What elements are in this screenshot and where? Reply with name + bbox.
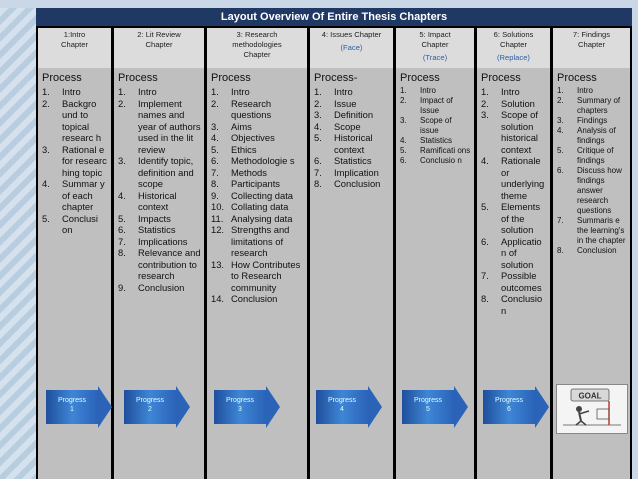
list-item-text: Scope of solution historical context: [501, 109, 539, 155]
list-item: 3. Aims: [211, 120, 252, 132]
list-item: 11. Analysing data: [211, 212, 293, 224]
process-list: [118, 86, 202, 293]
list-item-text: Analysis of findings: [577, 126, 616, 145]
list-item-text: Definition: [334, 109, 374, 120]
process-label: Process: [42, 72, 82, 84]
list-item-text: Intro: [334, 86, 353, 97]
list-item-text: Summary of chapters: [577, 96, 621, 115]
progress-label: Progress: [413, 397, 442, 404]
list-item-text: Analysing data: [231, 212, 293, 224]
background-pattern: [0, 0, 36, 479]
process-list: [557, 86, 628, 256]
list-item-text: Summar y of each chapter: [62, 178, 105, 212]
progress-arrow-5: [402, 390, 454, 424]
list-item-text: Conclusio n: [501, 293, 543, 316]
list-item: 8. Conclusion: [314, 178, 381, 189]
progress-label: 3: [238, 406, 242, 413]
process-list: [314, 86, 391, 190]
list-item: 7. Implication: [314, 166, 379, 178]
list-item: 1. Intro: [400, 86, 437, 95]
list-item: 2. Impact of Issue: [400, 96, 453, 115]
progress-label: Progress: [494, 397, 523, 404]
list-item-text: Findings: [577, 116, 608, 125]
list-item: 1. Intro: [557, 86, 594, 95]
progress-arrow-4: [316, 390, 368, 424]
list-item: 7. Possible outcomes: [481, 270, 542, 293]
list-item-text: Methods: [231, 166, 267, 178]
process-label: Process: [557, 72, 597, 84]
list-item: 3. Identify topic, definition and scope: [118, 155, 194, 189]
chapter-header: [38, 28, 111, 68]
chapter-header-line: 6: Solutions: [493, 30, 534, 39]
list-item-text: Research questions: [231, 97, 272, 120]
list-item-text: Impacts: [138, 212, 171, 224]
list-item-text: Intro: [501, 86, 520, 97]
list-item-text: Implement names and year of authors used in the lit review: [138, 97, 201, 155]
process-label: Process: [211, 72, 251, 84]
list-item: 1. Intro: [314, 86, 353, 97]
list-item: 12. Strengths and limitations of research: [211, 224, 290, 258]
chapter-tag: (Replace): [497, 53, 530, 62]
list-item-text: Conclusio n: [420, 156, 462, 165]
list-item-text: Collecting data: [231, 189, 294, 201]
list-item-text: Historical context: [138, 189, 177, 212]
list-item: 3. Findings: [557, 116, 608, 125]
goal-logo-text: GOAL: [578, 391, 602, 401]
list-item: 6. Discuss how findings answer research questions: [557, 166, 622, 215]
list-item-text: Rational e for researc hing topic: [62, 143, 107, 178]
list-item: 10. Collating data: [211, 201, 289, 212]
list-item: 3. Definition: [314, 109, 374, 120]
list-item: 1. Intro: [211, 86, 250, 97]
progress-label: 6: [507, 406, 511, 413]
chapter-header-line: Chapter: [145, 40, 173, 49]
chapter-header-line: 2: Lit Review: [137, 30, 181, 39]
list-item-text: Backgro und to topical researc h: [62, 97, 102, 143]
list-item-text: Conclusi on: [62, 212, 98, 235]
list-item-text: Ethics: [231, 143, 257, 155]
chapter-header: [396, 28, 474, 68]
list-item: 1. Intro: [118, 86, 157, 97]
progress-label: 5: [426, 406, 430, 413]
list-item: 8. Conclusio n: [481, 293, 543, 316]
list-item: 4. Scope: [314, 120, 361, 132]
progress-arrow-2: [124, 390, 176, 424]
list-item-text: Aims: [231, 120, 252, 132]
list-item: 8. Participants: [211, 178, 280, 189]
list-item-text: Objectives: [231, 132, 275, 143]
list-item-text: Summaris e the learning's in the chapter: [577, 216, 626, 245]
list-item: 3. Scope of issue: [400, 116, 452, 135]
progress-label: Progress: [135, 397, 164, 404]
list-item: 4. Statistics: [400, 136, 453, 145]
progress-arrow-6: [483, 390, 535, 424]
list-item-text: Historical context: [334, 132, 373, 155]
list-item: 9. Collecting data: [211, 189, 294, 201]
chapter-header-line: Chapter: [577, 40, 606, 49]
chapter-header-line: Chapter: [421, 40, 449, 49]
list-item-text: Solution: [501, 97, 535, 109]
progress-label: Progress: [327, 397, 356, 404]
chapter-header-line: 5: Impact: [419, 30, 451, 39]
list-item-text: Scope: [334, 120, 361, 132]
chapter-header-line: Chapter: [60, 40, 89, 49]
list-item: 6. Methodologie s: [211, 155, 295, 166]
list-item-text: Statistics: [334, 155, 372, 166]
list-item: 2. Solution: [481, 97, 535, 109]
process-list: [481, 86, 548, 316]
list-item: 4. Analysis of findings: [557, 126, 616, 145]
list-item-text: Critique of findings: [577, 146, 614, 165]
chapter-header-line: 1:Intro: [63, 30, 86, 39]
list-item: 3. Rational e for researc hing topic: [42, 143, 107, 178]
list-item: 4. Historical context: [118, 189, 177, 212]
chapter-header-line: Chapter: [243, 50, 271, 59]
process-label: Process: [481, 72, 521, 84]
chapter-header: [114, 28, 204, 68]
chapter-header-line: 4: Issues Chapter: [321, 30, 382, 39]
list-item: 5. Elements of the solution: [481, 201, 541, 235]
list-item: 1. Intro: [42, 86, 81, 97]
progress-label: Progress: [57, 397, 86, 404]
process-label: Process: [400, 72, 440, 84]
chapter-header: [207, 28, 307, 68]
list-item: 5. Ramificati ons: [400, 146, 471, 155]
list-item: 8. Conclusion: [557, 246, 617, 255]
list-item: 2. Implement names and year of authors used in the lit review: [118, 97, 201, 155]
chapter-tag: (Trace): [422, 53, 448, 62]
progress-arrow-1: [46, 390, 98, 424]
list-item: 2. Backgro und to topical researc h: [42, 97, 102, 143]
chapter-tag: (Face): [340, 43, 363, 52]
list-item: 13. How Contributes to Research community: [211, 258, 301, 293]
list-item-text: Intro: [138, 86, 157, 97]
progress-label: 4: [340, 406, 344, 413]
list-item-text: Relevance and contribution to research: [138, 247, 201, 281]
list-item: 7. Summaris e the learning's in the chapter: [557, 216, 626, 245]
list-item-text: Ramificati ons: [420, 146, 471, 155]
list-item-text: Conclusion: [334, 178, 381, 189]
background-top: [0, 0, 638, 8]
list-item: 6. Applicatio n of solution: [481, 235, 542, 270]
page-title: Layout Overview Of Entire Thesis Chapters: [36, 8, 632, 26]
list-item: 14. Conclusion: [211, 293, 278, 304]
list-item: 8. Relevance and contribution to research: [118, 247, 201, 281]
list-item-text: Elements of the solution: [501, 201, 541, 235]
progress-arrow-3: [214, 390, 266, 424]
list-item: 4. Objectives: [211, 132, 275, 143]
list-item: 2. Summary of chapters: [557, 96, 621, 115]
list-item: 4. Summar y of each chapter: [42, 178, 105, 212]
chapter-header-line: 7: Findings: [572, 30, 611, 39]
chapter-header-line: 3: Research: [236, 30, 278, 39]
list-item-text: Discuss how findings answer research questions: [577, 166, 622, 215]
list-item: 2. Issue: [314, 97, 357, 109]
list-item: 5. Historical context: [314, 132, 373, 155]
goal-image: [556, 384, 628, 434]
list-item: 1. Intro: [481, 86, 520, 97]
list-item: 6. Conclusio n: [400, 156, 462, 165]
list-item-text: Conclusion: [231, 293, 278, 304]
list-item-text: Conclusion: [138, 281, 185, 293]
list-item-text: Implications: [138, 235, 188, 247]
process-label: Process-: [314, 72, 358, 84]
list-item-text: Possible outcomes: [501, 270, 542, 293]
process-label: Process: [118, 72, 158, 84]
list-item-text: Conclusion: [577, 246, 617, 255]
list-item: 7. Implications: [118, 235, 188, 247]
list-item: 3. Scope of solution historical context: [481, 109, 539, 155]
list-item-text: Participants: [231, 178, 280, 189]
list-item-text: Intro: [62, 86, 81, 97]
progress-label: Progress: [225, 397, 254, 404]
list-item: 7. Methods: [211, 166, 267, 178]
list-item-text: Impact of Issue: [420, 96, 453, 115]
list-item: 2. Research questions: [211, 97, 272, 120]
list-item-text: Implication: [334, 166, 379, 178]
process-list: [400, 86, 472, 166]
list-item: 5. Conclusi on: [42, 212, 98, 235]
list-item-text: Statistics: [420, 136, 453, 145]
list-item-text: Identify topic, definition and scope: [138, 155, 194, 189]
list-item: 5. Ethics: [211, 143, 257, 155]
list-item-text: Intro: [420, 86, 437, 95]
progress-label: 1: [70, 406, 74, 413]
list-item-text: How Contributes to Research community: [231, 258, 301, 293]
list-item: 4. Rationale or underlying theme: [481, 155, 545, 201]
list-item: 6. Statistics: [118, 224, 176, 235]
chapter-header-line: methodologies: [232, 40, 282, 49]
list-item-text: Strengths and limitations of research: [231, 224, 290, 258]
list-item: 6. Statistics: [314, 155, 372, 166]
chapter-header-line: Chapter: [499, 40, 528, 49]
list-item: 9. Conclusion: [118, 281, 185, 293]
list-item-text: Intro: [231, 86, 250, 97]
chapter-header: [310, 28, 393, 68]
list-item: 5. Impacts: [118, 212, 171, 224]
process-list: [42, 86, 109, 236]
list-item: 5. Critique of findings: [557, 146, 614, 165]
list-item-text: Scope of issue: [420, 116, 452, 135]
list-item-text: Collating data: [231, 201, 289, 212]
process-list: [211, 86, 305, 305]
list-item-text: Methodologie s: [231, 155, 295, 166]
list-item-text: Rationale or underlying theme: [501, 155, 545, 201]
chapter-header: [553, 28, 630, 68]
list-item-text: Issue: [334, 97, 357, 109]
chapter-header: [477, 28, 550, 68]
list-item-text: Statistics: [138, 224, 176, 235]
list-item-text: Intro: [577, 86, 594, 95]
list-item-text: Applicatio n of solution: [501, 235, 542, 270]
progress-label: 2: [148, 406, 152, 413]
